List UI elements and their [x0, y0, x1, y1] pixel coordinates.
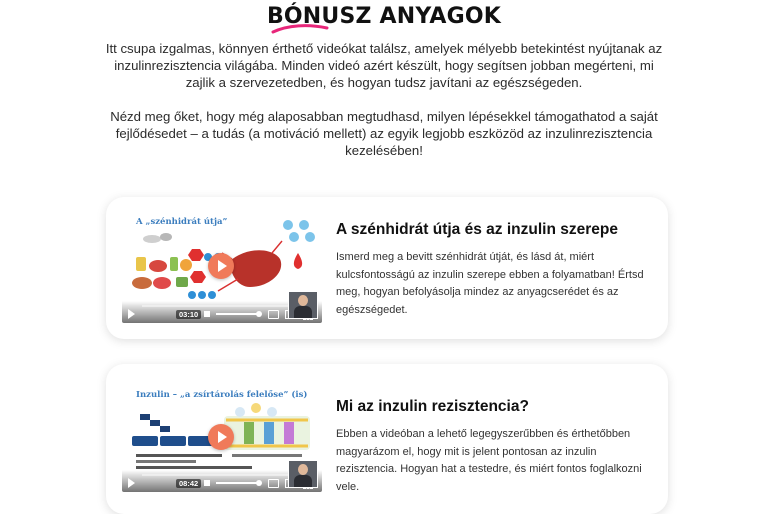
video-duration: 08:42 — [176, 479, 201, 488]
video-duration: 03:10 — [176, 310, 201, 319]
slide-title: A „szénhidrát útja” — [136, 217, 228, 227]
captions-icon[interactable] — [268, 479, 279, 488]
volume-icon[interactable] — [204, 311, 210, 317]
play-button[interactable] — [208, 424, 234, 450]
presenter-thumbnail — [288, 460, 318, 488]
volume-icon[interactable] — [204, 480, 210, 486]
play-icon[interactable] — [128, 478, 135, 488]
card-title: A szénhidrát útja és az inzulin szerepe — [336, 221, 618, 238]
intro-paragraph-2: Nézd meg őket, hogy még alaposabban megtudhasd, milyen lépésekkel támogathatod a saját fejlődésedet – a tudás (a motiváció mellett) az egyik legjobb eszközöd az inzulinrezisztencia kezelésében! — [110, 109, 658, 158]
play-button[interactable] — [208, 253, 234, 279]
card-title: Mi az inzulin rezisztencia? — [336, 398, 529, 415]
card-description: Ebben a videóban a lehető legegyszerűbben és érthetőbben magyarázom el, hogy mit is jelent pontosan az inzulin rezisztencia. Hogyan hat a testedre, és miért fontos foglalkozni vele. — [336, 428, 642, 493]
slide-title: Inzulin – „a zsírtárolás felelőse” (is) — [136, 390, 308, 400]
captions-icon[interactable] — [268, 310, 279, 319]
page-title: BÓNUSZ ANYAGOK — [266, 4, 502, 29]
play-icon[interactable] — [128, 309, 135, 319]
volume-slider[interactable] — [216, 313, 260, 315]
card-content-2 — [336, 398, 654, 496]
bonus-video-card-2 — [106, 364, 668, 514]
card-description: Ismerd meg a bevitt szénhidrát útját, és lásd át, miért kulcsfontosságú az inzulin szerepe ebben a folyamatban! Értsd meg, hogyan befolyásolja mindez az anyagcserédet és az egészségedet. — [336, 251, 644, 316]
title-underline-swoosh — [270, 22, 330, 36]
presenter-thumbnail — [288, 291, 318, 319]
bonus-header — [0, 0, 768, 29]
video-player-1[interactable] — [122, 213, 322, 323]
card-content-1 — [336, 221, 654, 319]
intro-text — [104, 40, 664, 159]
bonus-video-card-1 — [106, 197, 668, 339]
volume-slider[interactable] — [216, 482, 260, 484]
intro-paragraph-1: Itt csupa izgalmas, könnyen érthető videókat találsz, amelyek mélyebb betekintést nyújtanak az inzulinrezisztencia világába. Minden videó azért készült, hogy segítsen jobban megérteni, mi zajlik a szervezetedben, és hogyan tudsz javítani az egészségeden. — [105, 41, 663, 90]
video-player-2[interactable] — [122, 386, 322, 492]
